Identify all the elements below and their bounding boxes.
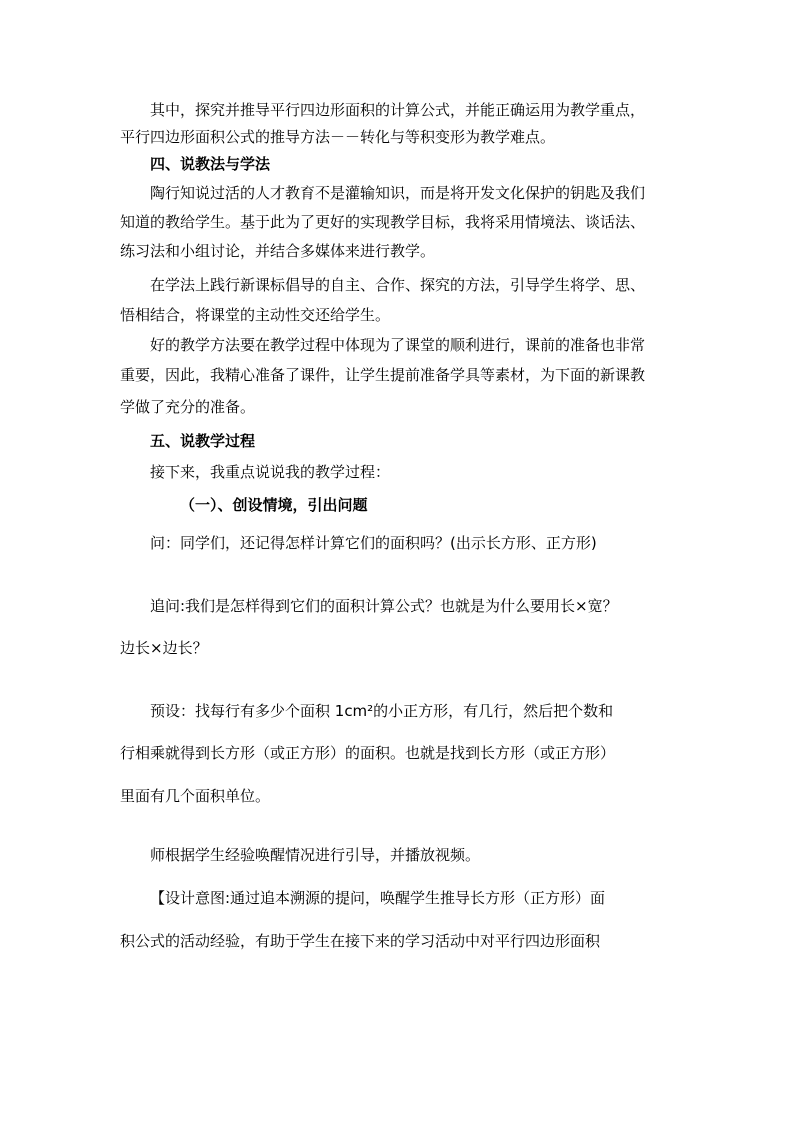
paragraph-line-7: 悟相结合，将课堂的主动性交还给学生。 [120,306,391,324]
follow-up-line-2: 边长×边长？ [120,639,208,657]
question-line: 问：同学们，还记得怎样计算它们的面积吗？(出示长方形、正方形) [150,534,597,552]
paragraph-line-4: 知道的教给学生。基于此为了更好的实现教学目标，我将采用情境法、谈话法、 [120,213,646,231]
section-heading-4: 四、说教法与学法 [150,155,271,173]
subheading-1: （一）、创设情境，引出问题 [180,496,368,514]
paragraph-line-8: 好的教学方法要在教学过程中体现为了课堂的顺利进行，课前的准备也非常 [150,336,646,354]
paragraph-line-9: 重要，因此，我精心准备了课件，让学生提前准备学具等素材，为下面的新课教 [120,366,646,384]
paragraph-line-3: 陶行知说过活的人才教育不是灌输知识，而是将开发文化保护的钥匙及我们 [150,184,646,202]
paragraph-line-10: 学做了充分的准备。 [120,398,256,416]
paragraph-line-11: 接下来，我重点说说我的教学过程： [150,463,391,481]
preset-line-1: 预设：找每行有多少个面积 1cm²的小正方形，有几行，然后把个数和 [150,702,614,720]
paragraph-line-2: 平行四边形面积公式的推导方法－－转化与等积变形为教学难点。 [120,128,556,146]
paragraph-line-6: 在学法上践行新课标倡导的自主、合作、探究的方法，引导学生将学、思、 [150,276,646,294]
paragraph-line-5: 练习法和小组讨论，并结合多媒体来进行教学。 [120,242,436,260]
section-heading-5: 五、说教学过程 [150,432,256,450]
design-intent-line-2: 积公式的活动经验，有助于学生在接下来的学习活动中对平行四边形面积 [120,932,601,950]
preset-line-2: 行相乘就得到长方形（或正方形）的面积。也就是找到长方形（或正方形） [120,744,616,762]
follow-up-line-1: 追问:我们是怎样得到它们的面积计算公式？也就是为什么要用长×宽？ [150,597,618,615]
preset-line-3: 里面有几个面积单位。 [120,787,271,805]
teacher-line: 师根据学生经验唤醒情况进行引导，并播放视频。 [150,846,481,864]
paragraph-line-1: 其中，探究并推导平行四边形面积的计算公式，并能正确运用为教学重点， [150,101,646,119]
design-intent-line-1: 【设计意图:通过追本溯源的提问，唤醒学生推导长方形（正方形）面 [150,889,606,907]
